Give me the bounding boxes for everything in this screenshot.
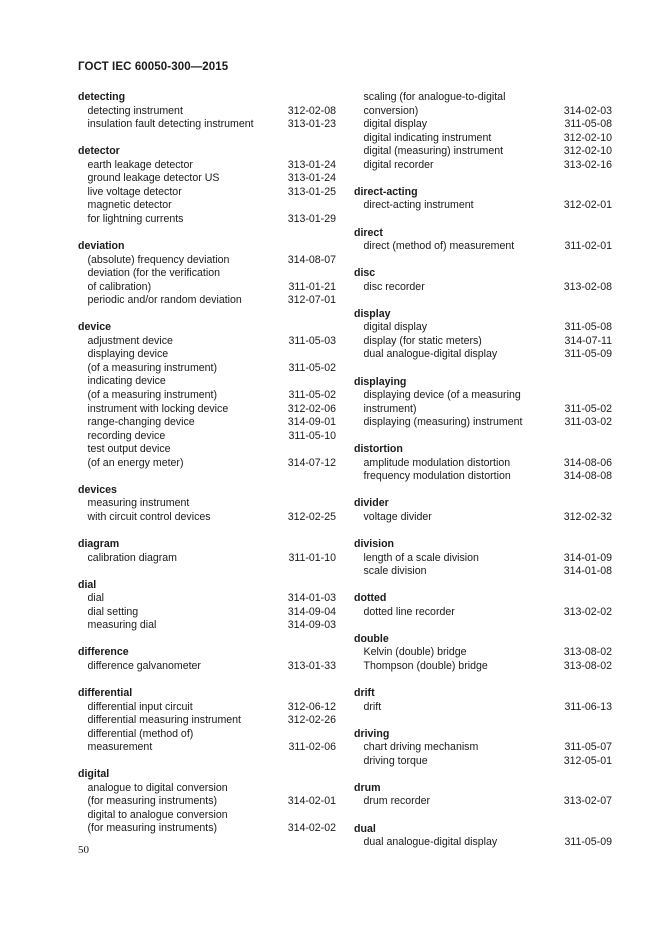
index-column-right <box>354 91 612 863</box>
index-entry <box>354 416 612 430</box>
index-entry <box>354 132 612 146</box>
index-term: detecting instrument <box>87 104 183 117</box>
index-entry <box>78 741 336 755</box>
index-heading: display <box>354 307 391 320</box>
index-entry <box>78 619 336 633</box>
index-group <box>354 267 612 294</box>
index-term: conversion) <box>363 104 419 117</box>
index-term: (for measuring instruments) <box>87 822 218 835</box>
index-code: 314-01-09 <box>563 551 612 564</box>
index-group <box>78 145 336 226</box>
index-term: test output device <box>87 443 171 456</box>
index-code: 312-06-12 <box>287 700 336 713</box>
index-heading: diagram <box>78 538 120 551</box>
index-term: driving torque <box>363 754 428 767</box>
index-entry <box>354 159 612 173</box>
index-entry <box>78 186 336 200</box>
index-column-left <box>78 91 336 850</box>
index-group <box>354 497 612 524</box>
index-entry <box>78 552 336 566</box>
index-group <box>354 592 612 619</box>
index-code: 311-01-21 <box>288 280 336 293</box>
index-term: of calibration) <box>87 280 152 293</box>
index-code: 311-05-02 <box>564 402 612 415</box>
index-term: dial setting <box>87 605 139 618</box>
index-term: range-changing device <box>87 416 195 429</box>
index-term: digital (measuring) instrument <box>363 145 504 158</box>
index-code: 314-08-06 <box>563 456 612 469</box>
index-group <box>78 768 336 836</box>
index-group <box>354 782 612 809</box>
index-group <box>354 186 612 213</box>
index-group <box>354 308 612 362</box>
index-entry <box>354 701 612 715</box>
index-entry <box>354 91 612 105</box>
index-term: direct (method of) measurement <box>363 240 515 253</box>
index-entry <box>78 403 336 417</box>
index-term: measuring dial <box>87 619 157 632</box>
index-term: indicating device <box>87 375 166 388</box>
index-term: measurement <box>87 741 153 754</box>
index-term: amplitude modulation distortion <box>363 456 511 469</box>
index-entry <box>78 795 336 809</box>
index-term: digital recorder <box>363 158 434 171</box>
index-entry <box>354 755 612 769</box>
index-entry <box>78 159 336 173</box>
index-term: displaying (measuring) instrument <box>363 416 523 429</box>
index-heading: deviation <box>78 240 125 253</box>
index-term: length of a scale division <box>363 551 479 564</box>
index-group <box>354 443 612 484</box>
index-group <box>354 376 612 430</box>
index-term: drum recorder <box>363 795 431 808</box>
index-entry <box>78 606 336 620</box>
index-entry <box>78 782 336 796</box>
index-code: 312-02-06 <box>287 402 336 415</box>
index-code: 314-09-03 <box>287 619 336 632</box>
index-group <box>78 240 336 308</box>
index-code: 314-07-11 <box>564 334 612 347</box>
index-entry <box>354 348 612 362</box>
index-entry <box>78 375 336 389</box>
index-code: 312-02-01 <box>563 199 612 212</box>
index-term: insulation fault detecting instrument <box>87 118 254 131</box>
index-code: 314-01-03 <box>287 592 336 605</box>
index-heading: direct <box>354 226 383 239</box>
index-code: 311-05-08 <box>564 118 612 131</box>
index-heading: driving <box>354 727 390 740</box>
index-term: differential (method of) <box>87 727 194 740</box>
index-group <box>354 728 612 769</box>
index-entry <box>354 660 612 674</box>
index-code: 313-08-02 <box>563 646 612 659</box>
index-term: recording device <box>87 429 166 442</box>
index-code: 312-02-10 <box>563 131 612 144</box>
index-entry <box>78 416 336 430</box>
document-header: ГОСТ IEC 60050-300—2015 <box>78 61 229 73</box>
index-term: displaying device <box>87 348 169 361</box>
index-term: dotted line recorder <box>363 605 455 618</box>
index-code: 311-06-13 <box>564 700 612 713</box>
index-code: 311-05-03 <box>288 334 336 347</box>
index-code: 313-01-24 <box>287 172 336 185</box>
index-term: (absolute) frequency deviation <box>87 253 230 266</box>
index-entry <box>354 389 612 403</box>
index-code: 312-02-10 <box>563 145 612 158</box>
index-code: 311-05-08 <box>564 321 612 334</box>
index-code: 314-08-08 <box>563 470 612 483</box>
index-code: 313-01-29 <box>287 212 336 225</box>
index-code: 314-02-03 <box>563 104 612 117</box>
index-term: Thompson (double) bridge <box>363 659 488 672</box>
index-entry <box>354 470 612 484</box>
index-entry <box>354 606 612 620</box>
index-heading: displaying <box>354 375 407 388</box>
index-entry <box>78 822 336 836</box>
index-term: analogue to digital conversion <box>87 781 228 794</box>
index-code: 314-01-08 <box>563 565 612 578</box>
index-heading: double <box>354 632 389 645</box>
index-code: 312-02-26 <box>287 714 336 727</box>
index-term: differential measuring instrument <box>87 714 241 727</box>
index-entry <box>78 118 336 132</box>
index-entry <box>78 105 336 119</box>
index-group <box>78 484 336 525</box>
index-entry <box>354 741 612 755</box>
index-entry <box>78 362 336 376</box>
index-heading: dotted <box>354 592 387 605</box>
index-term: direct-acting instrument <box>363 199 474 212</box>
index-entry <box>78 267 336 281</box>
index-heading: dial <box>78 578 97 591</box>
index-code: 311-01-10 <box>288 551 336 564</box>
index-code: 313-01-25 <box>287 185 336 198</box>
index-entry <box>78 389 336 403</box>
index-code: 311-05-02 <box>288 361 336 374</box>
index-code: 314-07-12 <box>287 456 336 469</box>
index-heading: direct-acting <box>354 185 418 198</box>
index-term: for lightning currents <box>87 212 184 225</box>
index-entry <box>354 335 612 349</box>
index-code: 311-05-09 <box>564 836 612 849</box>
index-term: dial <box>87 592 104 605</box>
index-entry <box>78 443 336 457</box>
index-code: 313-01-23 <box>287 118 336 131</box>
index-heading: distortion <box>354 443 403 456</box>
index-entry <box>354 646 612 660</box>
index-heading: detector <box>78 145 120 158</box>
index-entry <box>78 172 336 186</box>
index-code: 311-02-06 <box>288 741 336 754</box>
index-code: 311-05-07 <box>564 741 612 754</box>
index-entry <box>354 281 612 295</box>
index-code: 314-09-01 <box>287 416 336 429</box>
index-term: frequency modulation distortion <box>363 470 511 483</box>
index-heading: detecting <box>78 91 126 103</box>
index-entry <box>78 213 336 227</box>
index-heading: digital <box>78 768 110 781</box>
index-code: 313-08-02 <box>563 659 612 672</box>
index-code: 312-05-01 <box>563 754 612 767</box>
index-term: digital to analogue conversion <box>87 808 228 821</box>
index-heading: drum <box>354 781 381 794</box>
index-entry <box>78 457 336 471</box>
index-code: 313-02-02 <box>563 605 612 618</box>
index-term: drift <box>363 700 382 713</box>
index-group <box>354 687 612 714</box>
index-entry <box>78 511 336 525</box>
index-entry <box>354 240 612 254</box>
index-term: dual analogue-digital display <box>363 348 498 361</box>
index-heading: differential <box>78 687 133 700</box>
index-entry <box>354 105 612 119</box>
index-code: 312-02-08 <box>287 104 336 117</box>
index-term: voltage divider <box>363 510 432 523</box>
index-entry <box>78 281 336 295</box>
index-term: (for measuring instruments) <box>87 795 218 808</box>
page-number: 50 <box>78 844 89 856</box>
index-term: ground leakage detector US <box>87 172 220 185</box>
index-group <box>354 227 612 254</box>
index-group <box>78 579 336 633</box>
index-entry <box>354 511 612 525</box>
index-entry <box>354 199 612 213</box>
index-code: 313-01-33 <box>287 659 336 672</box>
index-term: digital display <box>363 118 428 131</box>
index-term: displaying device (of a measuring <box>363 389 521 402</box>
index-code: 314-02-01 <box>287 795 336 808</box>
index-term: with circuit control devices <box>87 510 211 523</box>
index-term: digital indicating instrument <box>363 131 492 144</box>
index-code: 311-05-09 <box>564 348 612 361</box>
index-group <box>78 646 336 673</box>
index-entry <box>354 836 612 850</box>
index-entry <box>78 497 336 511</box>
index-entry <box>78 199 336 213</box>
index-entry <box>78 714 336 728</box>
index-term: scale division <box>363 565 427 578</box>
index-term: measuring instrument <box>87 497 190 510</box>
index-term: dual analogue-digital display <box>363 836 498 849</box>
index-term: adjustment device <box>87 334 173 347</box>
index-heading: device <box>78 321 111 334</box>
index-term: differential input circuit <box>87 700 193 713</box>
index-heading: difference <box>78 646 129 659</box>
index-group <box>78 321 336 470</box>
index-term: chart driving mechanism <box>363 741 479 754</box>
index-term: deviation (for the verification <box>87 267 220 280</box>
index-code: 311-05-10 <box>288 429 336 442</box>
index-term: periodic and/or random deviation <box>87 294 242 307</box>
index-code: 312-02-32 <box>563 510 612 523</box>
index-entry <box>78 254 336 268</box>
index-heading: drift <box>354 687 375 700</box>
index-code: 313-02-07 <box>563 795 612 808</box>
index-term: (of a measuring instrument) <box>87 388 218 401</box>
index-term: instrument with locking device <box>87 402 229 415</box>
index-entry <box>78 335 336 349</box>
index-code: 311-02-01 <box>564 240 612 253</box>
index-code: 314-02-02 <box>287 822 336 835</box>
index-term: difference galvanometer <box>87 659 201 672</box>
index-entry <box>78 294 336 308</box>
index-entry <box>78 430 336 444</box>
index-group <box>78 91 336 132</box>
index-group <box>354 91 612 172</box>
index-entry <box>78 592 336 606</box>
index-heading: division <box>354 538 395 551</box>
index-code: 312-07-01 <box>287 294 336 307</box>
index-term: (of a measuring instrument) <box>87 361 218 374</box>
index-term: disc recorder <box>363 280 425 293</box>
index-term: digital display <box>363 321 428 334</box>
index-entry <box>354 321 612 335</box>
index-group <box>78 538 336 565</box>
index-entry <box>354 118 612 132</box>
index-entry <box>78 728 336 742</box>
index-code: 312-02-25 <box>287 510 336 523</box>
index-term: scaling (for analogue-to-digital <box>363 91 506 103</box>
index-term: live voltage detector <box>87 185 182 198</box>
index-entry <box>78 660 336 674</box>
index-heading: dual <box>354 822 376 835</box>
index-entry <box>78 809 336 823</box>
index-term: earth leakage detector <box>87 158 193 171</box>
index-group <box>354 633 612 674</box>
index-code: 311-03-02 <box>564 416 612 429</box>
index-code: 313-02-16 <box>563 158 612 171</box>
index-group <box>354 538 612 579</box>
index-heading: divider <box>354 497 389 510</box>
index-term: display (for static meters) <box>363 334 482 347</box>
index-term: magnetic detector <box>87 199 172 212</box>
index-entry <box>354 565 612 579</box>
index-entry <box>354 457 612 471</box>
index-term: (of an energy meter) <box>87 456 184 469</box>
index-heading: devices <box>78 483 117 496</box>
index-code: 314-08-07 <box>287 253 336 266</box>
index-code: 313-01-24 <box>287 158 336 171</box>
index-entry <box>78 348 336 362</box>
index-term: instrument) <box>363 402 417 415</box>
index-heading: disc <box>354 267 376 280</box>
index-code: 313-02-08 <box>563 280 612 293</box>
index-entry <box>354 145 612 159</box>
index-group <box>354 823 612 850</box>
index-entry <box>354 552 612 566</box>
index-entry <box>354 403 612 417</box>
index-code: 311-05-02 <box>288 388 336 401</box>
index-entry <box>354 795 612 809</box>
index-group <box>78 687 336 755</box>
index-entry <box>78 701 336 715</box>
index-term: calibration diagram <box>87 551 178 564</box>
index-term: Kelvin (double) bridge <box>363 646 467 659</box>
index-code: 314-09-04 <box>287 605 336 618</box>
